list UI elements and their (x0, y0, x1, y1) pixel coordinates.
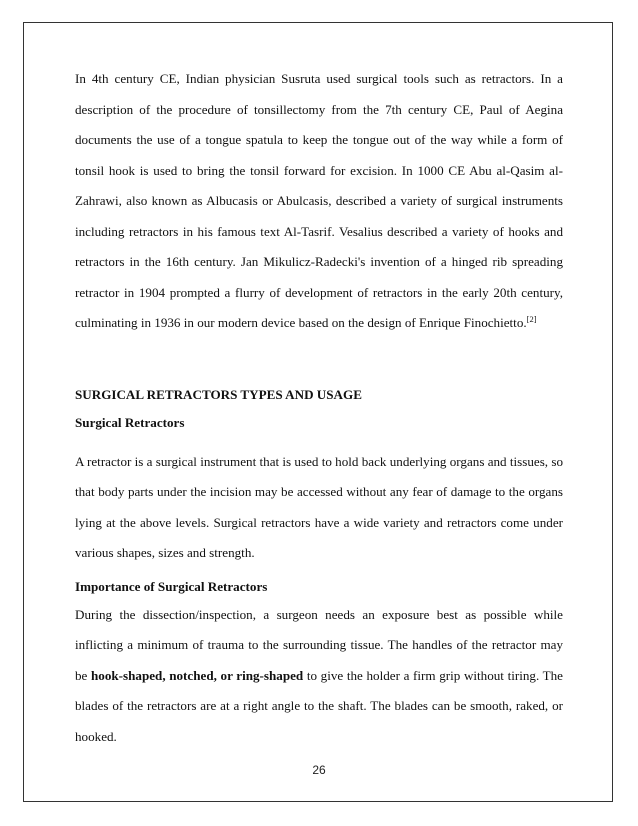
subheading-importance: Importance of Surgical Retractors (75, 578, 268, 594)
history-paragraph (75, 64, 563, 339)
citation-reference: [2] (526, 314, 537, 324)
importance-text-start: During the dissection/inspection, a surgeon needs an exposure best as possible while inflicting a minimum of trauma to the surrounding tissue. The handles of the retractor may be (75, 606, 563, 683)
history-paragraph-text: In 4th century CE, Indian physician Susruta used surgical tools such as retractors. In a description of the procedure of tonsillectomy from the 7th century CE, Paul of Aegina documents the use of a tongue spatula to keep the tongue out of the way while a form of tonsil hook is used to bring the tonsil forward for excision. In 1000 CE Abu al-Qasim al-Zahrawi, also known as Albucasis or Abulcasis, described a variety of surgical instruments including retractors in his famous text Al-Tasrif. Vesalius described a variety of hooks and retractors in the 16th century. Jan Mikulicz-Radecki's invention of a hinged rib spreading retractor in 1904 prompted a flurry of development of retractors in the early 20th century, culminating in 1936 in our modern device based on the design of Enrique Finochietto. (75, 71, 563, 330)
importance-text-end: to give the holder a firm grip without tiring. The blades of the retractors are at a right angle to the shaft. The blades can be smooth, raked, or hooked. (75, 667, 563, 744)
importance-paragraph (75, 600, 563, 753)
page-number: 26 (312, 763, 326, 777)
section-heading: SURGICAL RETRACTORS TYPES AND USAGE (75, 386, 362, 402)
handle-shapes-bold: hook-shaped, notched, or ring-shaped (91, 667, 304, 683)
definition-paragraph: A retractor is a surgical instrument that is used to hold back underlying organs and tissues, so that body parts under the incision may be accessed without any fear of damage to the organs lying at the above levels. Surgical retractors have a wide variety and retractors come under various shapes, sizes and strength. (75, 453, 563, 560)
subheading-surgical-retractors: Surgical Retractors (75, 414, 185, 430)
page-content (75, 64, 563, 752)
